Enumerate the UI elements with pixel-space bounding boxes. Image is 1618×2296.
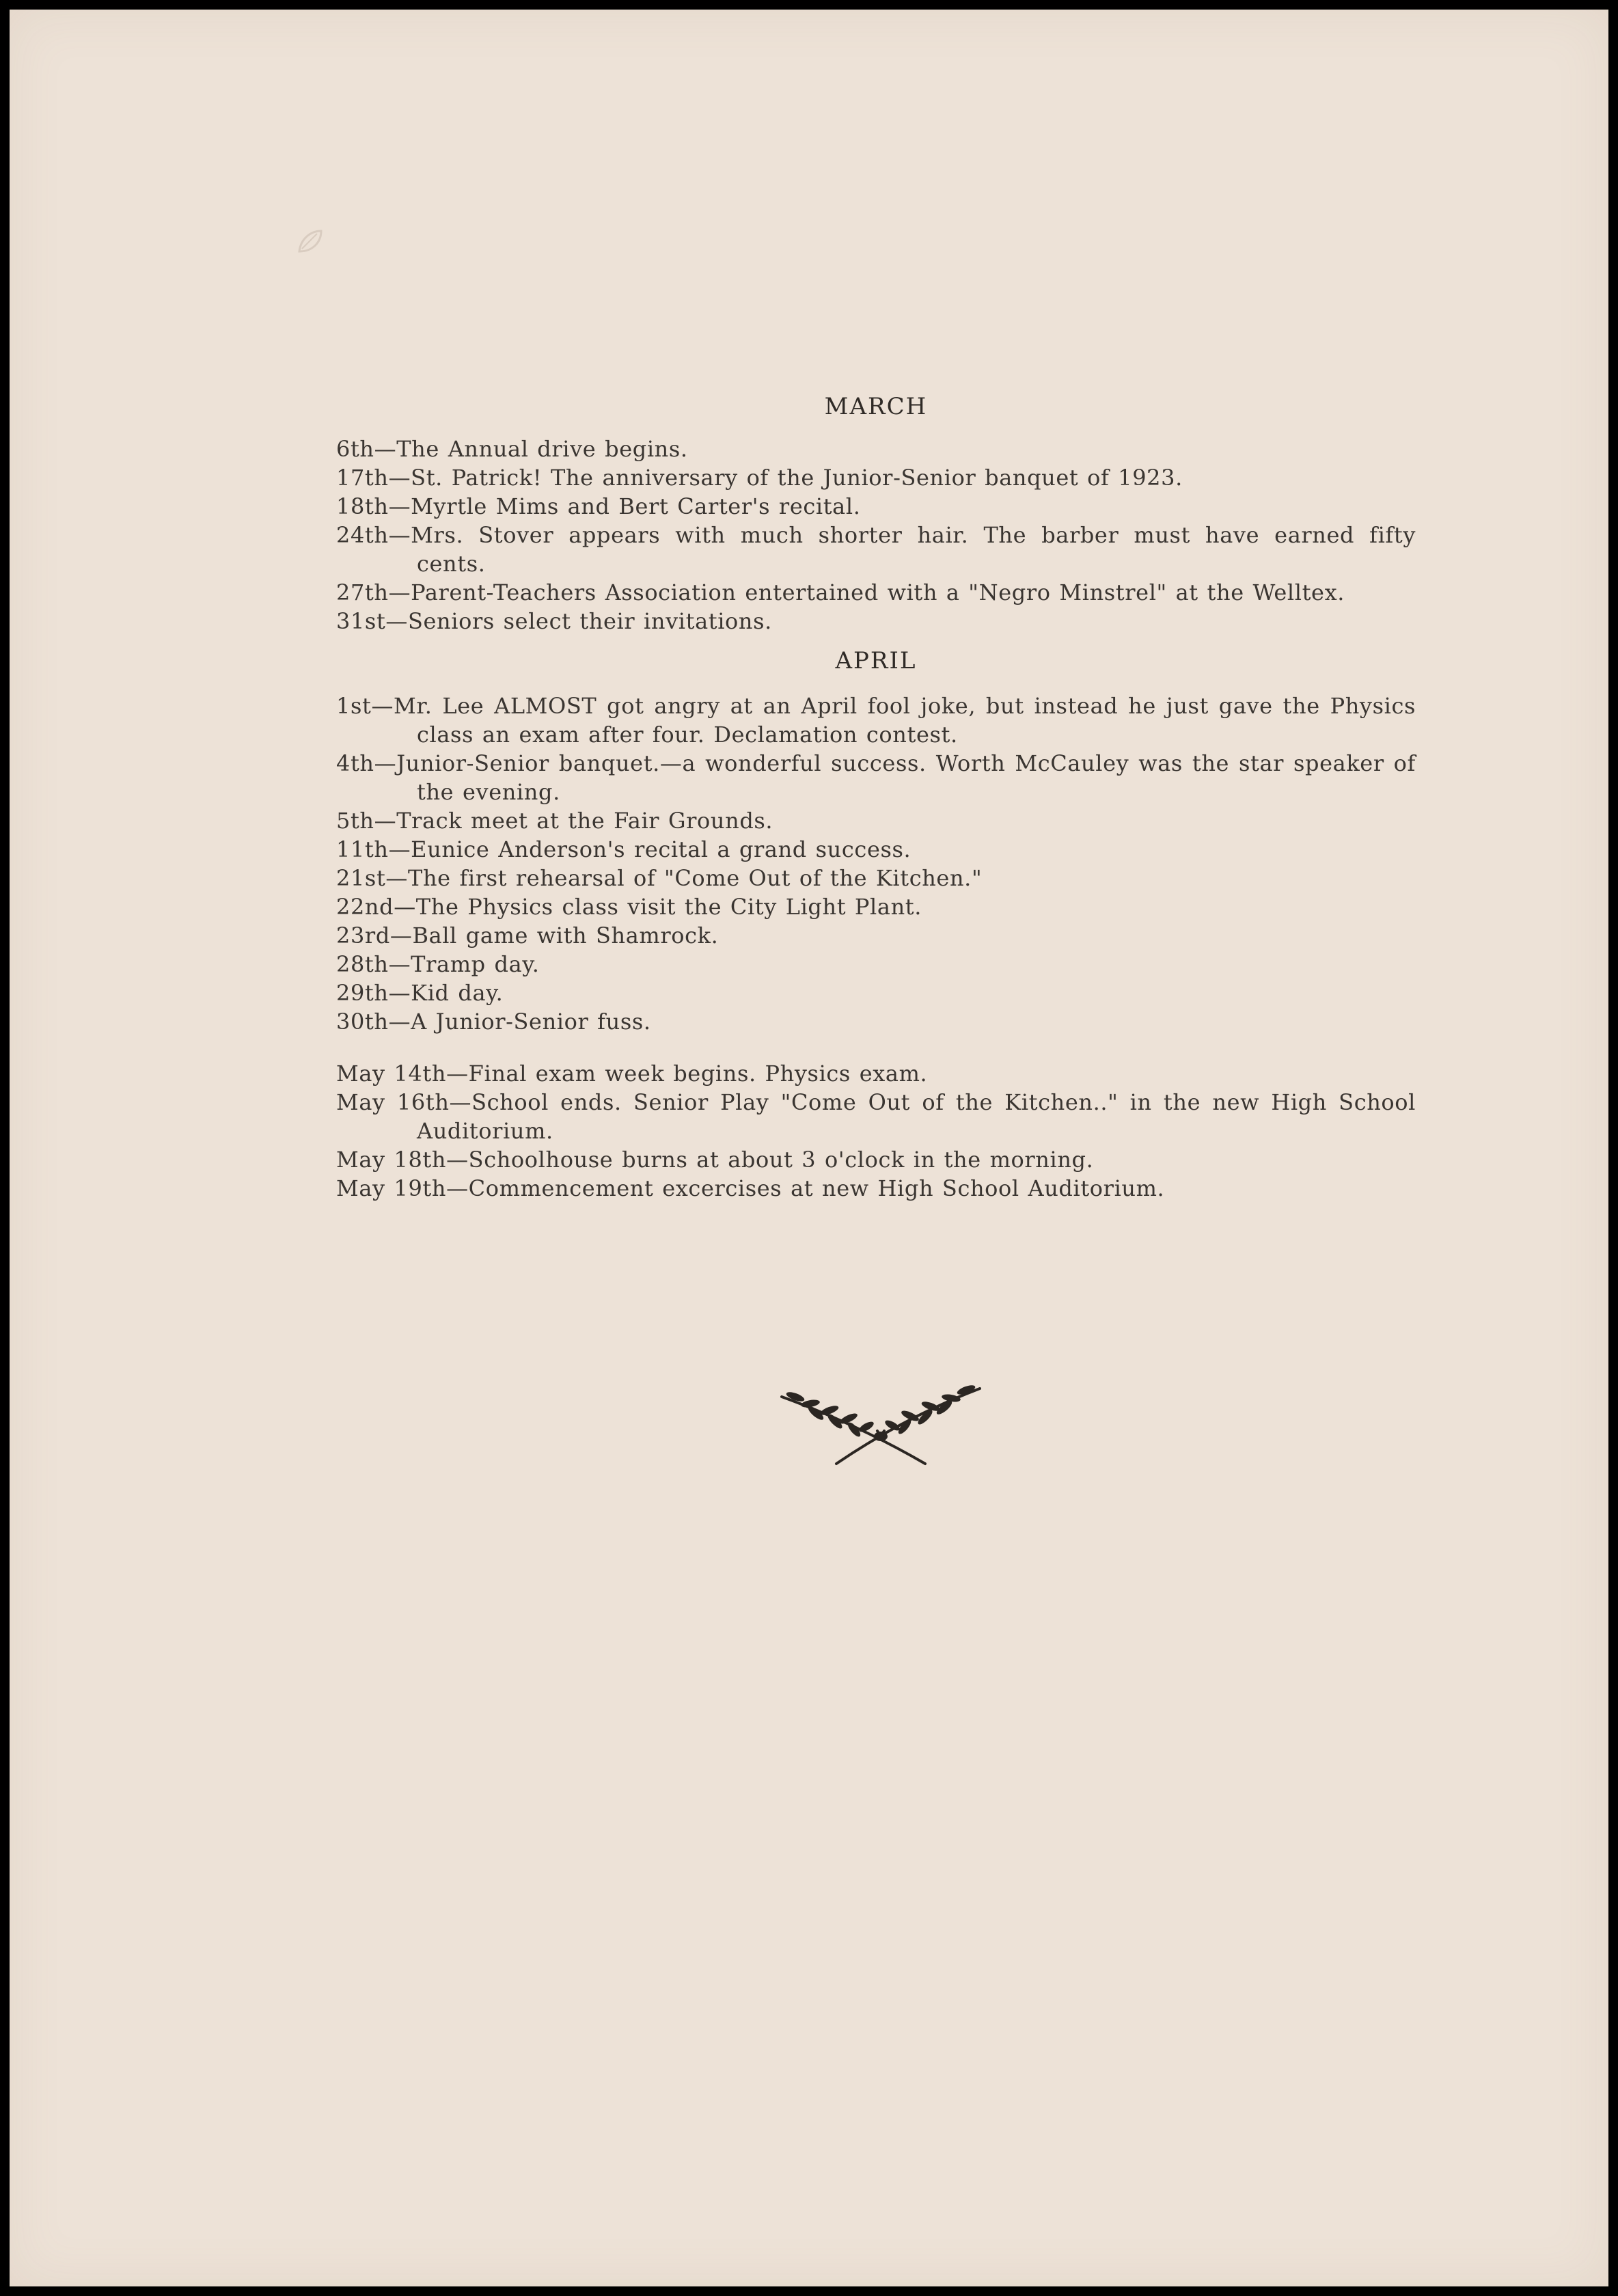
- list-item: May 14th—Final exam week begins. Physics exam.: [336, 1061, 928, 1086]
- may-entries: [336, 1059, 1416, 1203]
- list-item: 31st—Seniors select their invitations.: [336, 608, 772, 634]
- list-item: 17th—St. Patrick! The anniversary of the Junior-Senior banquet of 1923.: [336, 465, 1183, 491]
- list-item: May 18th—Schoolhouse burns at about 3 o'clock in the morning.: [336, 1147, 1094, 1173]
- list-item: 27th—Parent-Teachers Association entertained with a "Negro Minstrel" at the Welltex.: [336, 579, 1345, 605]
- april-entries: [336, 692, 1416, 1036]
- list-item: May 16th—School ends. Senior Play "Come Out of the Kitchen.." in the new High School Auditorium.: [336, 1089, 1416, 1144]
- list-item: 21st—The first rehearsal of "Come Out of the Kitchen.": [336, 865, 983, 891]
- list-item: 18th—Myrtle Mims and Bert Carter's recital.: [336, 493, 861, 519]
- march-heading: MARCH: [824, 393, 928, 420]
- list-item: May 19th—Commencement excercises at new High School Auditorium.: [336, 1175, 1165, 1201]
- list-item: 23rd—Ball game with Shamrock.: [336, 922, 719, 948]
- list-item: 24th—Mrs. Stover appears with much shorter hair. The barber must have earned fifty cents.: [336, 522, 1416, 577]
- crossed-laurel-branches-icon: [775, 1383, 987, 1479]
- faint-leaf-stamp-icon: [295, 227, 325, 257]
- list-item: 4th—Junior-Senior banquet.—a wonderful success. Worth McCauley was the star speaker of the evening.: [336, 750, 1416, 805]
- yearbook-page: [10, 10, 1608, 2286]
- calendar-content: [336, 392, 1416, 1203]
- list-item: 30th—A Junior-Senior fuss.: [336, 1009, 651, 1035]
- list-item: 28th—Tramp day.: [336, 951, 540, 977]
- april-heading: APRIL: [835, 647, 917, 674]
- list-item: 1st—Mr. Lee ALMOST got angry at an April fool joke, but instead he just gave the Physics class an exam after four. Declamation contest.: [336, 693, 1416, 748]
- list-item: 29th—Kid day.: [336, 980, 504, 1006]
- list-item: 5th—Track meet at the Fair Grounds.: [336, 808, 773, 834]
- march-entries: [336, 435, 1416, 636]
- list-item: 22nd—The Physics class visit the City Light Plant.: [336, 894, 922, 920]
- list-item: 11th—Eunice Anderson's recital a grand success.: [336, 836, 911, 862]
- list-item: 6th—The Annual drive begins.: [336, 436, 688, 462]
